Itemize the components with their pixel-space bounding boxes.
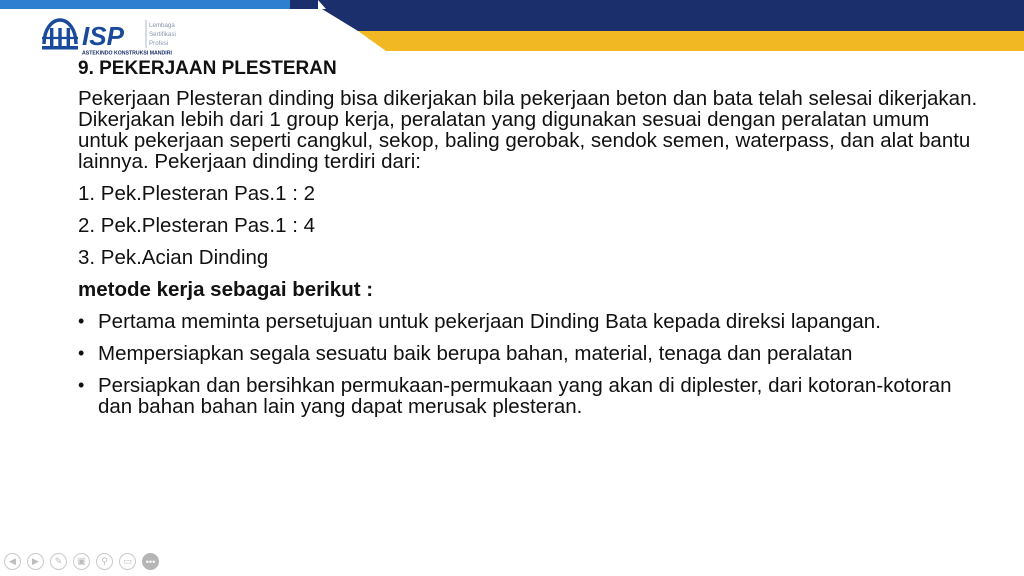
bullet-text: Mempersiapkan segala sesuatu baik berupa bahan, material, tenaga dan peralatan: [98, 342, 853, 365]
lsp-tagline-3: Profesi: [149, 40, 169, 47]
method-bullet-item-1: [78, 311, 978, 332]
lsp-tagline-2: Sertifikasi: [149, 31, 176, 38]
method-bullet-item-3: [78, 375, 978, 417]
more-options-icon[interactable]: •••: [142, 553, 159, 570]
method-subheading: metode kerja sebagai berikut :: [78, 278, 374, 301]
method-bullet-list: [78, 311, 978, 417]
lsp-emblem-icon: [42, 20, 78, 50]
previous-icon[interactable]: ◀: [4, 553, 21, 570]
slideshow-controls: [4, 553, 159, 570]
bullet-icon: •: [78, 311, 85, 331]
slides-icon[interactable]: ▣: [73, 553, 90, 570]
lsp-logo: [42, 16, 202, 56]
numbered-item-3: 3. Pek.Acian Dinding: [78, 246, 269, 269]
header-stripe-gold: [358, 31, 1024, 51]
pen-icon[interactable]: ✎: [50, 553, 67, 570]
next-icon[interactable]: ▶: [27, 553, 44, 570]
zoom-icon[interactable]: ⚲: [96, 553, 113, 570]
method-bullet-item-2: [78, 343, 978, 364]
header-stripe-navy-thin: [318, 0, 1024, 9]
slide-content: [78, 58, 978, 428]
numbered-item-1: 1. Pek.Plesteran Pas.1 : 2: [78, 182, 316, 205]
bullet-text: Pertama meminta persetujuan untuk pekerjaan Dinding Bata kepada direksi lapangan.: [98, 310, 881, 333]
numbered-item-2: 2. Pek.Plesteran Pas.1 : 4: [78, 214, 316, 237]
intro-paragraph: Pekerjaan Plesteran dinding bisa dikerjakan bila pekerjaan beton dan bata telah selesai dikerjakan. Dikerjakan lebih dari 1 group kerja, peralatan yang digunakan sesuai dengan peralatan umum untuk pekerjaan seperti cangkul, sekop, baling gerobak, sendok semen, waterpass, dan alat bantu lainnya. Pekerjaan dinding terdiri dari:: [78, 87, 978, 173]
bullet-icon: •: [78, 375, 85, 395]
bullet-text: Persiapkan dan bersihkan permukaan-permukaan yang akan di diplester, dari kotoran-kotoran dan bahan bahan lain yang dapat merusak plesteran.: [98, 374, 952, 418]
subtitles-icon[interactable]: ▭: [119, 553, 136, 570]
slide-heading: 9. PEKERJAAN PLESTERAN: [78, 58, 337, 79]
lsp-brand-text: ISP: [82, 21, 124, 51]
lsp-org-name: ASTEKINDO KONSTRUKSI MANDIRI: [82, 50, 172, 56]
lsp-tagline-1: Lembaga: [149, 22, 175, 29]
header-stripe-navy: [322, 9, 1024, 31]
bullet-icon: •: [78, 343, 85, 363]
